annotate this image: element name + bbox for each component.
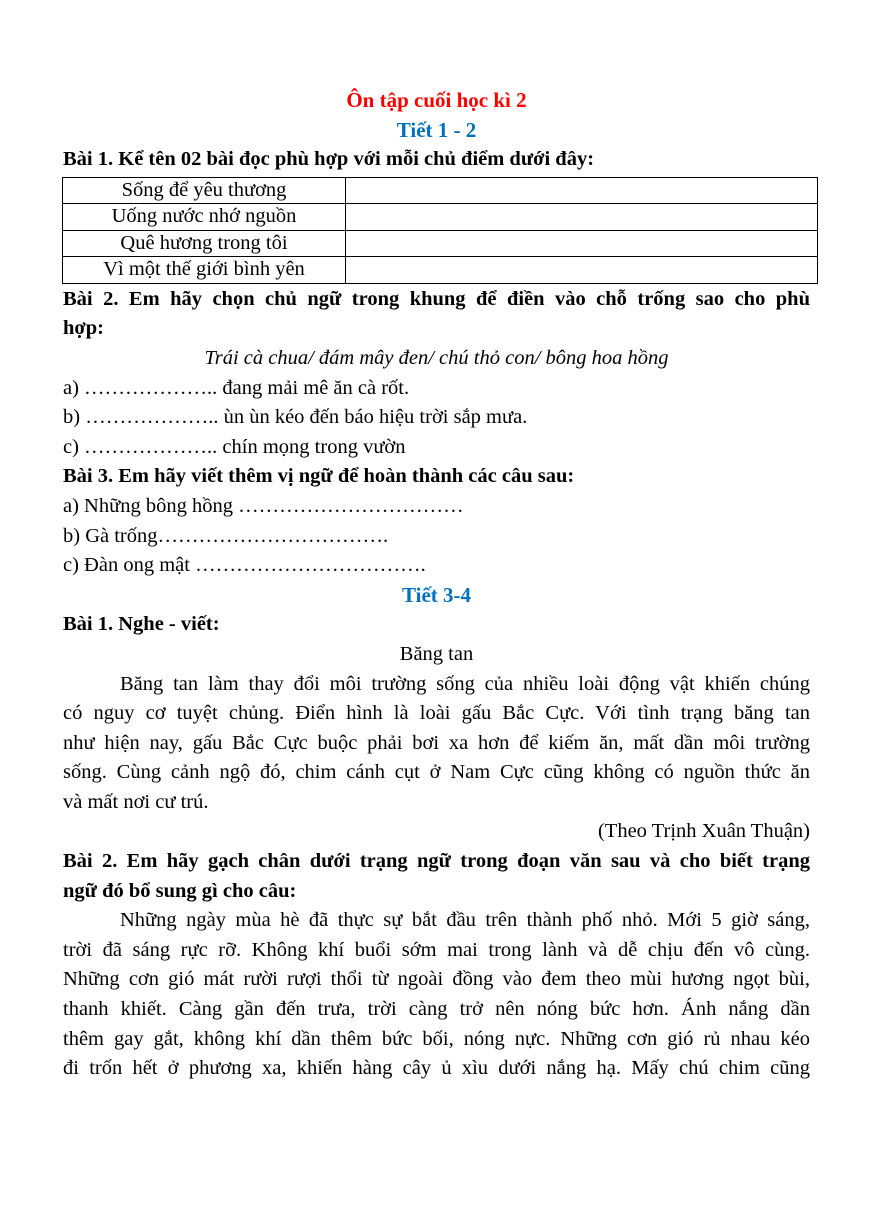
answer-cell[interactable] — [346, 204, 818, 231]
table-row — [63, 230, 818, 257]
passage-line: như hiện nay, gấu Bắc Cực buộc phải bơi xa hơn để kiếm ăn, mất dần môi trường — [63, 731, 810, 754]
answer-cell[interactable] — [346, 230, 818, 257]
exercise-3-item-c: c) Đàn ong mật ……………………………. — [63, 554, 426, 577]
document-title: Ôn tập cuối học kì 2 — [346, 88, 527, 112]
exercise-2-item-a: a) ……………….. đang mải mê ăn cà rốt. — [63, 376, 410, 399]
topic-cell: Vì một thế giới bình yên — [63, 257, 346, 284]
exercise-1-heading: Bài 1. Kể tên 02 bài đọc phù hợp với mỗi chủ điểm dưới đây: — [63, 148, 595, 171]
paragraph-line: trời đã sáng rực rỡ. Không khí buổi sớm mai trong lành và dễ chịu đến vô cùng. — [63, 938, 810, 961]
topics-table — [62, 177, 818, 284]
worksheet-page — [63, 86, 810, 1084]
exercise-3-item-a: a) Những bông hồng …………………………… — [63, 494, 464, 517]
table-row — [63, 204, 818, 231]
exercise-3-heading: Bài 3. Em hãy viết thêm vị ngữ để hoàn thành các câu sau: — [63, 465, 575, 488]
passage-line: sống. Cùng cảnh ngộ đó, chim cánh cụt ở Nam Cực cũng không có nguồn thức ăn — [63, 761, 810, 784]
paragraph-line: thanh khiết. Càng gần đến trưa, trời càng trở nên nóng bức hơn. Ánh nắng dần — [63, 998, 810, 1021]
dictation-heading: Bài 1. Nghe - viết: — [63, 613, 220, 636]
passage-line: và mất nơi cư trú. — [63, 790, 209, 813]
topic-cell: Sống để yêu thương — [63, 177, 346, 204]
exercise-2-item-c: c) ……………….. chín mọng trong vườn — [63, 435, 406, 458]
paragraph-line: đi trốn hết ở phương xa, khiến hàng cây ủ xìu dưới nắng hạ. Mấy chú chim cũng — [63, 1057, 810, 1080]
answer-cell[interactable] — [346, 257, 818, 284]
lesson-heading-3-4: Tiết 3-4 — [401, 582, 472, 607]
paragraph-line: Những ngày mùa hè đã thực sự bắt đầu trên thành phố nhỏ. Mới 5 giờ sáng, — [120, 909, 810, 932]
passage-line: có nguy cơ tuyệt chủng. Điển hình là loài gấu Bắc Cực. Với tình trạng băng tan — [63, 702, 810, 725]
paragraph-line: thêm gay gắt, không khí dần thêm bức bối, nóng nực. Những cơn gió rủ nhau kéo — [63, 1027, 810, 1050]
table-row — [63, 257, 818, 284]
adverbial-exercise-heading-line1: Bài 2. Em hãy gạch chân dưới trạng ngữ trong đoạn văn sau và cho biết trạng — [63, 850, 810, 873]
topic-cell: Uống nước nhớ nguồn — [63, 204, 346, 231]
passage-line: Băng tan làm thay đổi môi trường sống của nhiều loài động vật khiến chúng — [120, 672, 810, 695]
subject-options: Trái cà chua/ đám mây đen/ chú thỏ con/ bông hoa hồng — [204, 346, 669, 369]
topic-cell: Quê hương trong tôi — [63, 230, 346, 257]
exercise-2-heading-line1: Bài 2. Em hãy chọn chủ ngữ trong khung để điền vào chỗ trống sao cho phù — [63, 287, 810, 310]
table-row — [63, 177, 818, 204]
paragraph-line: Những cơn gió mát rười rượi thổi từ ngoài đồng vào đem theo mùi hương ngọt bùi, — [63, 968, 810, 991]
passage-attribution: (Theo Trịnh Xuân Thuận) — [597, 820, 810, 843]
exercise-3-item-b: b) Gà trống……………………………. — [63, 524, 389, 547]
passage-title: Băng tan — [399, 642, 474, 665]
answer-cell[interactable] — [346, 177, 818, 204]
adverbial-exercise-heading-line2: ngữ đó bổ sung gì cho câu: — [63, 879, 297, 902]
lesson-heading-1-2: Tiết 1 - 2 — [396, 117, 477, 142]
exercise-2-heading-line2: hợp: — [63, 317, 104, 340]
exercise-2-item-b: b) ……………….. ùn ùn kéo đến báo hiệu trời sắp mưa. — [63, 406, 528, 429]
